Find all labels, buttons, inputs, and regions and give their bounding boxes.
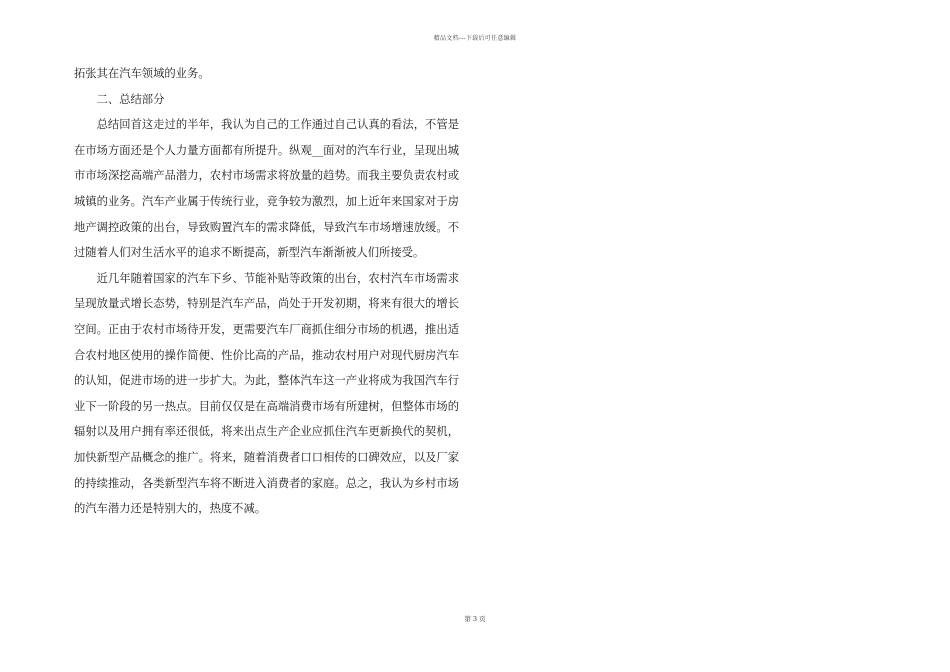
document-body (74, 61, 459, 522)
paragraph-summary: 总结回首这走过的半年，我认为自己的工作通过自己认真的看法，不管是在市场方面还是个人力量方面都有所提升。纵观__面对的汽车行业，呈现出城市市场深挖高端产品潜力，农村市场需求将放量的趋势。而我主要负责农村或城镇的业务。汽车产业属于传统行业，竞争较为激烈，加上近年来国家对于房地产调控政策的出台，导致购置汽车的需求降低，导致汽车市场增速放缓。不过随着人们对生活水平的追求不断提高，新型汽车渐渐被人们所接受。 (74, 118, 459, 260)
paragraph-rural-market: 近几年随着国家的汽车下乡、节能补贴等政策的出台，农村汽车市场需求呈现放量式增长态势，特别是汽车产品，尚处于开发初期，将来有很大的增长空间。正由于农村市场待开发，更需要汽车厂商抓住细分市场的机遇，推出适合农村地区使用的操作简便、性价比高的产品，推动农村用户对现代厨房汽车的认知，促进市场的进一步扩大。为此，整体汽车这一产业将成为我国汽车行业下一阶段的另一热点。目前仅仅是在高端消费市场有所建树，但整体市场的辐射以及用户拥有率还很低，将来出点生产企业应抓住汽车更新换代的契机，加快新型产品概念的推广。将来，随着消费者口口相传的口碑效应，以及厂家的持续推动，各类新型汽车将不断进入消费者的家庭。总之，我认为乡村市场的汽车潜力还是特别大的，热度不减。 (74, 271, 459, 516)
section-heading: 二、总结部分 (96, 92, 165, 106)
page-number: 第 3 页 (464, 615, 486, 623)
page-header: 精品文档---下载后可任意编辑 (433, 35, 517, 42)
paragraph-continuation: 拓张其在汽车领域的业务。 (74, 67, 210, 80)
